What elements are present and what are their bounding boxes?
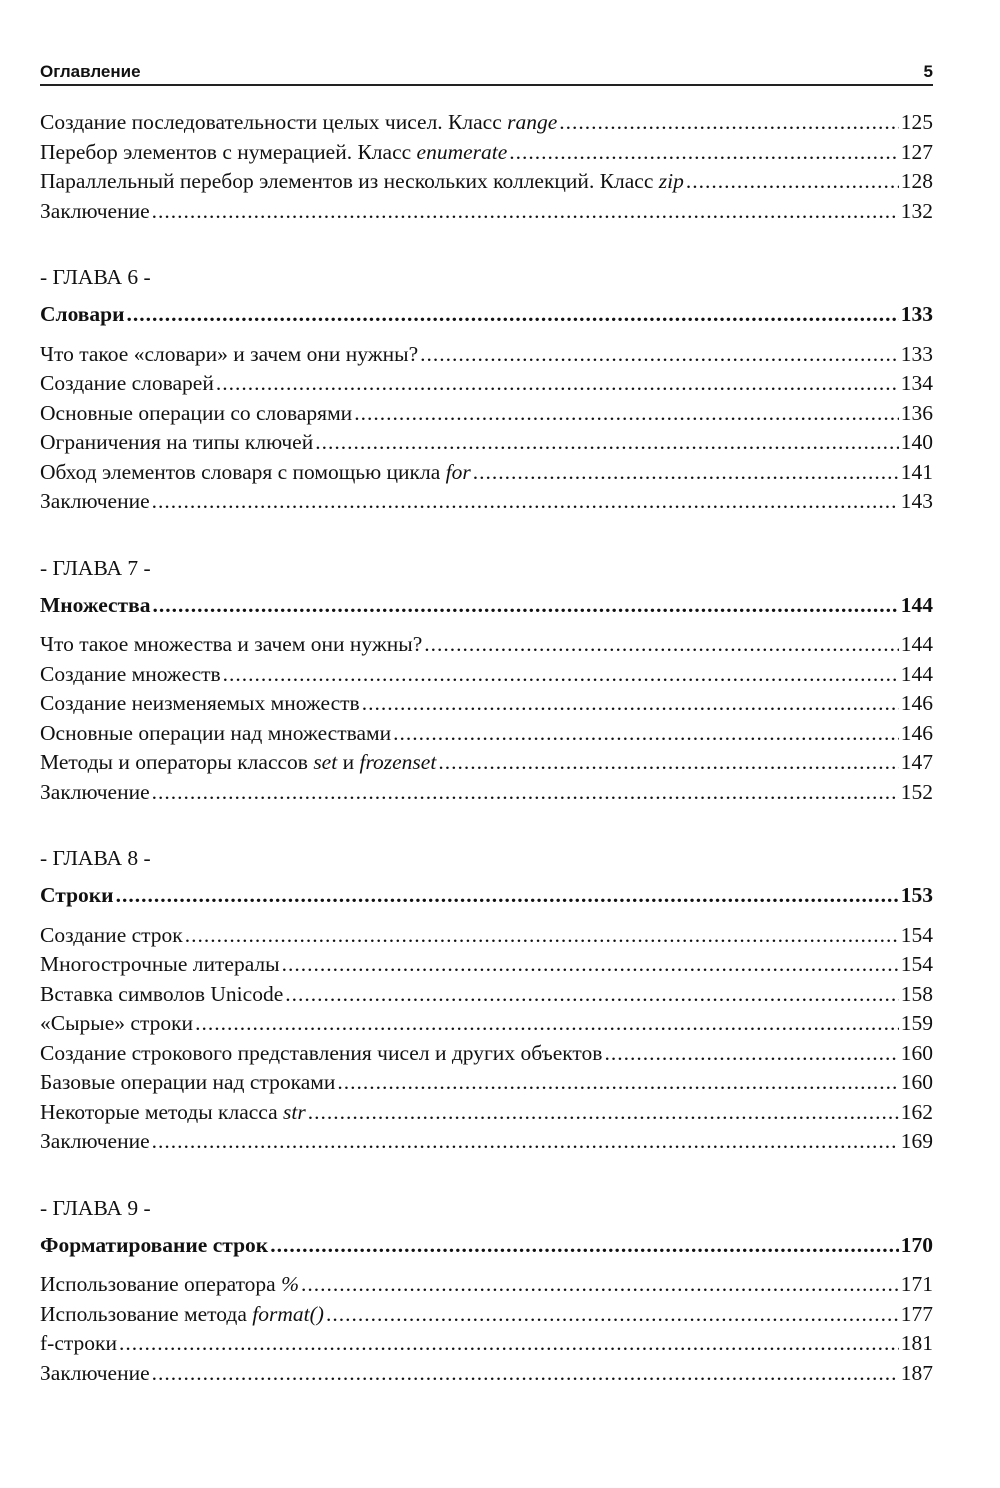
chapter-9 <box>40 1193 933 1389</box>
toc-entry[interactable]: Параллельный перебор элементов из нескольких коллекций. Класс zip ..... 128 <box>40 167 933 197</box>
toc-entry[interactable]: Заключение ..... 143 <box>40 487 933 517</box>
chapter-7 <box>40 553 933 808</box>
table-of-contents <box>40 108 933 1388</box>
toc-entry-page: 132 <box>900 198 933 223</box>
toc-entry-page: 127 <box>900 139 933 164</box>
toc-entry[interactable]: Ограничения на типы ключей ..... 140 <box>40 428 933 458</box>
chapter-label: - ГЛАВА 6 - <box>40 265 151 289</box>
chapter-title-entry[interactable]: Строки ..... 153 <box>40 881 933 911</box>
toc-entry[interactable]: f-строки ..... 181 <box>40 1329 933 1359</box>
toc-entry[interactable]: Перебор элементов с нумерацией. Класс enumerate ..... 127 <box>40 138 933 168</box>
toc-entry[interactable]: Что такое «словари» и зачем они нужны? ..... 133 <box>40 340 933 370</box>
toc-entry[interactable]: Основные операции над множествами ..... 146 <box>40 719 933 749</box>
toc-entry[interactable]: Создание строк ..... 154 <box>40 921 933 951</box>
toc-entry[interactable]: Использование метода format() ..... 177 <box>40 1300 933 1330</box>
toc-entry[interactable]: Заключение ..... 169 <box>40 1127 933 1157</box>
toc-entry[interactable]: Некоторые методы класса str ..... 162 <box>40 1098 933 1128</box>
chapter-label: - ГЛАВА 9 - <box>40 1195 151 1220</box>
toc-entry[interactable]: Заключение ..... 152 <box>40 778 933 808</box>
toc-entry[interactable]: Создание словарей ..... 134 <box>40 369 933 399</box>
running-header <box>40 56 933 86</box>
toc-entry[interactable]: Создание последовательности целых чисел. Класс range ..... 125 <box>40 108 933 138</box>
toc-entry[interactable]: Многострочные литералы ..... 154 <box>40 950 933 980</box>
chapter-label: - ГЛАВА 7 - <box>40 555 151 580</box>
chapter-8 <box>40 843 933 1157</box>
chapter-6 <box>40 262 933 517</box>
toc-entry[interactable]: Что такое множества и зачем они нужны? ..... 144 <box>40 630 933 660</box>
toc-entry[interactable]: «Сырые» строки ..... 159 <box>40 1009 933 1039</box>
toc-entry[interactable]: Методы и операторы классов set и frozenset ..... 147 <box>40 748 933 778</box>
toc-entry-page: 125 <box>900 110 933 134</box>
intro-entries <box>40 108 933 226</box>
toc-entry[interactable]: Создание строкового представления чисел и других объектов ..... 160 <box>40 1039 933 1069</box>
toc-entry-page: 128 <box>900 169 933 193</box>
chapter-title-entry[interactable]: Множества ..... 144 <box>40 591 933 621</box>
toc-entry[interactable]: Создание множеств ..... 144 <box>40 660 933 690</box>
chapter-title-entry[interactable]: Форматирование строк ..... 170 <box>40 1231 933 1261</box>
running-header-page-number: 5 <box>923 62 933 81</box>
toc-entry[interactable]: Вставка символов Unicode ..... 158 <box>40 980 933 1010</box>
running-header-title: Оглавление <box>40 62 141 81</box>
chapter-label: - ГЛАВА 8 - <box>40 846 151 870</box>
toc-entry[interactable]: Обход элементов словаря с помощью цикла for ..... 141 <box>40 458 933 488</box>
toc-entry[interactable]: Основные операции со словарями ..... 136 <box>40 399 933 429</box>
toc-entry[interactable]: Базовые операции над строками ..... 160 <box>40 1068 933 1098</box>
toc-entry[interactable]: Заключение ..... 132 <box>40 197 933 227</box>
toc-entry[interactable]: Заключение ..... 187 <box>40 1359 933 1389</box>
chapter-title-entry[interactable]: Словари ..... 133 <box>40 300 933 330</box>
toc-entry[interactable]: Использование оператора % ..... 171 <box>40 1270 933 1300</box>
toc-entry[interactable]: Создание неизменяемых множеств ..... 146 <box>40 689 933 719</box>
